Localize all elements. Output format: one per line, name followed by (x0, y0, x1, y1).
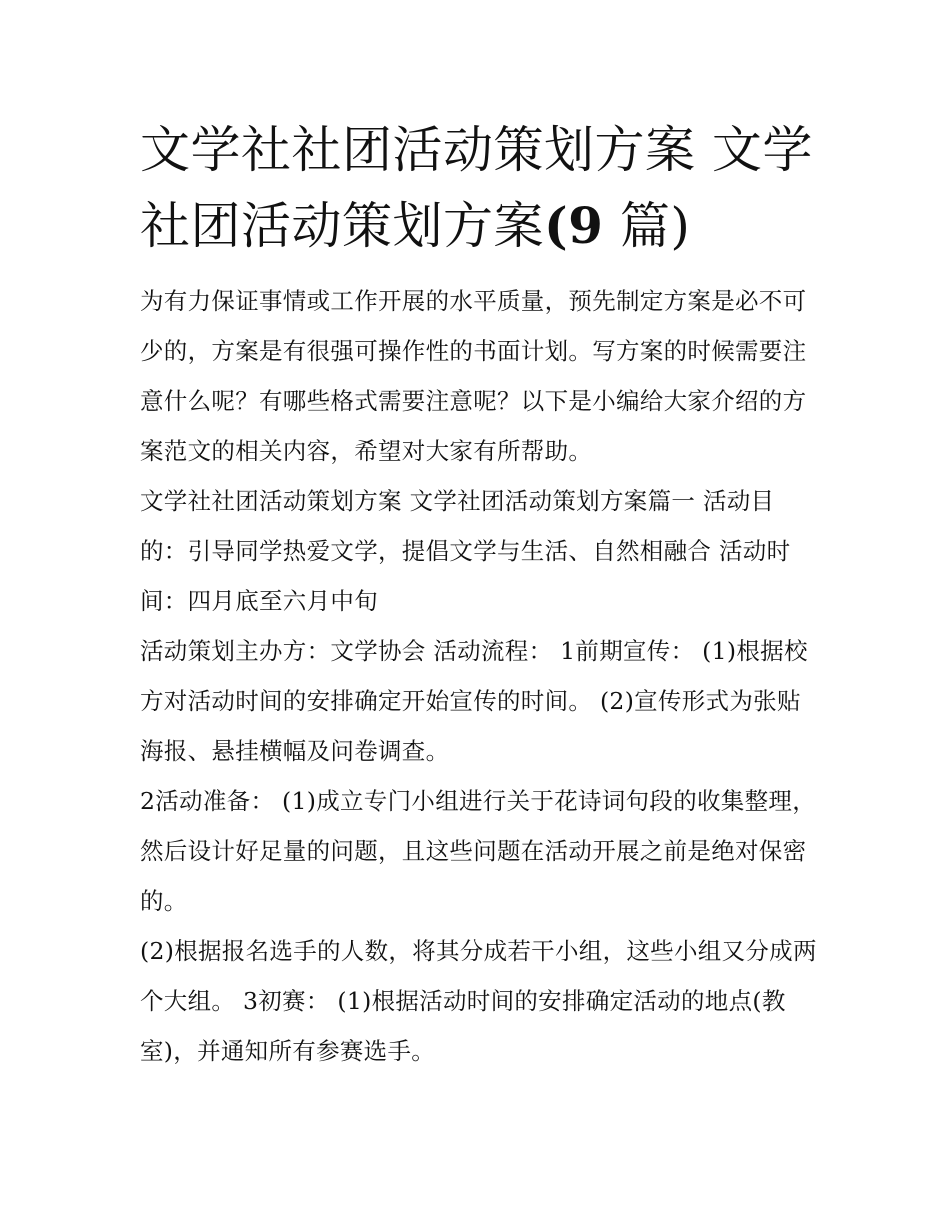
paragraph-intro: 为有力保证事情或工作开展的水平质量，预先制定方案是必不可少的，方案是有很强可操作性的书面计划。写方案的时候需要注意什么呢？有哪些格式需要注意呢？以下是小编给大家介绍的方案范文的相关内容，希望对大家有所帮助。 (140, 287, 807, 465)
paragraph-purpose: 文学社社团活动策划方案 文学社团活动策划方案篇一 活动目的：引导同学热爱文学，提倡文学与生活、自然相融合 活动时间：四月底至六月中旬 (140, 487, 791, 615)
title-main-text: 文学社社团活动策划方案 文学社团活动策划方案 (140, 121, 813, 255)
title-count: (9 (544, 196, 604, 255)
paragraph-process: 活动策划主办方：文学协会 活动流程： 1前期宣传： (1)根据校方对活动时间的安排确定开始宣传的时间。 (2)宣传形式为张贴海报、悬挂横幅及问卷调查。 (140, 637, 808, 765)
document-page (140, 112, 820, 1076)
title-suffix: 篇) (619, 197, 691, 255)
paragraph-groups: (2)根据报名选手的人数，将其分成若干小组，这些小组又分成两个大组。 3初赛： (1)根据活动时间的安排确定活动的地点(教室)，并通知所有参赛选手。 (140, 937, 817, 1065)
document-title (140, 112, 820, 264)
paragraph-preparation: 2活动准备： (1)成立专门小组进行关于花诗词句段的收集整理，然后设计好足量的问题，且这些问题在活动开展之前是绝对保密的。 (140, 787, 817, 915)
